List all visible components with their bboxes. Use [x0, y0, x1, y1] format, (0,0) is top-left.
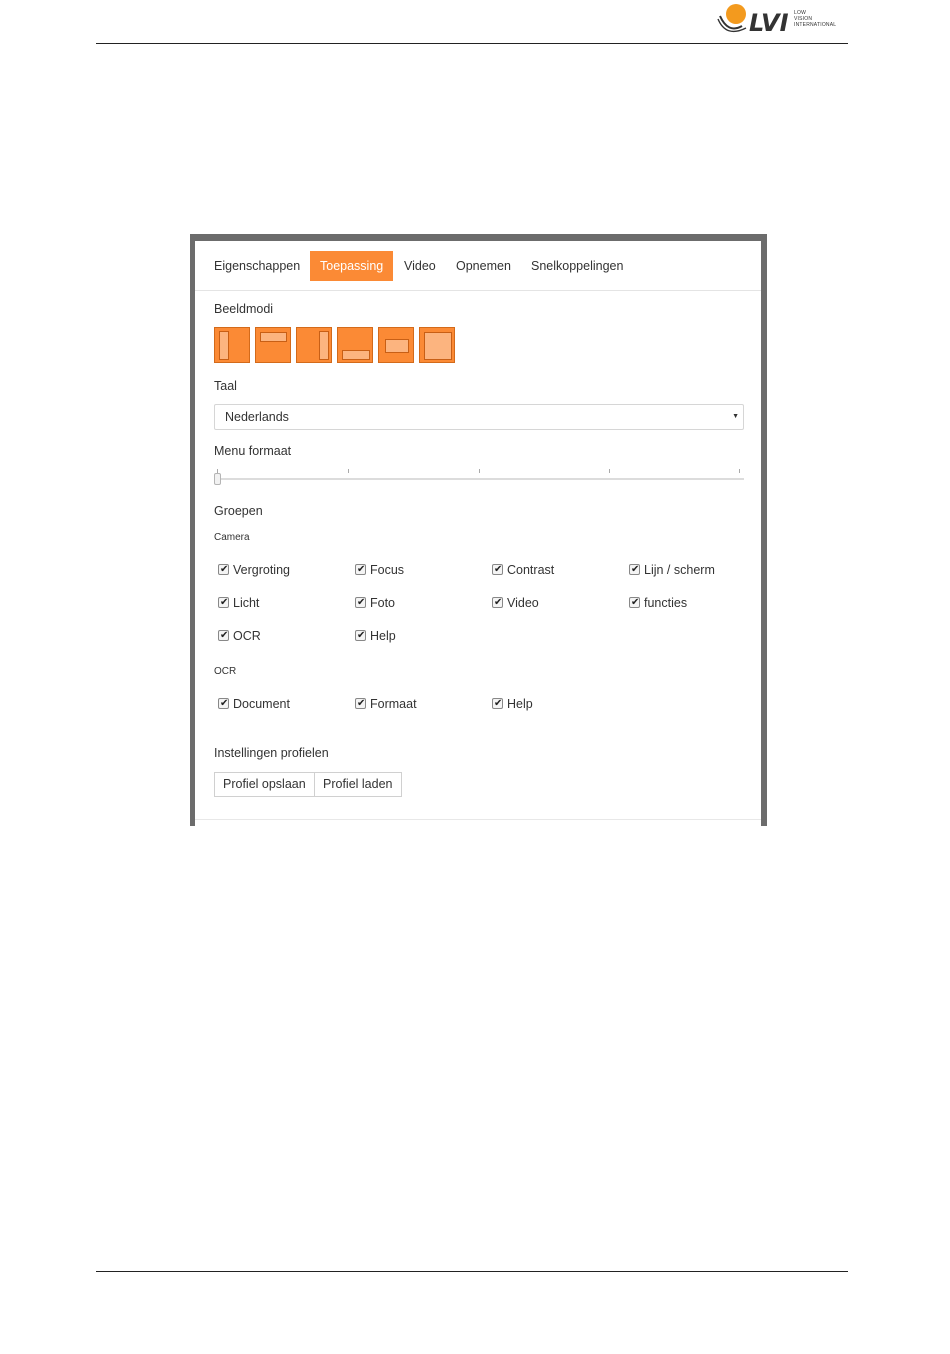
- tab-toepassing[interactable]: Toepassing: [310, 251, 393, 281]
- image-modes-label: Beeldmodi: [214, 302, 274, 316]
- logo-subtitle: LOW VISION INTERNATIONAL: [794, 10, 837, 28]
- checkbox-vergroting[interactable]: ✔ Vergroting: [214, 562, 290, 578]
- svg-text:LVI: LVI: [749, 9, 789, 37]
- settings-screenshot: [190, 234, 767, 826]
- language-select[interactable]: [214, 404, 744, 430]
- tab-video[interactable]: Video: [404, 259, 436, 273]
- groups-label: Groepen: [214, 504, 263, 518]
- checkbox-licht[interactable]: ✔ Licht: [214, 595, 259, 611]
- center-window-icon[interactable]: [378, 327, 414, 363]
- tab-opnemen[interactable]: Opnemen: [456, 259, 511, 273]
- menu-size-label: Menu formaat: [214, 444, 292, 458]
- slider-tick: [609, 469, 610, 473]
- menu-size-slider[interactable]: [214, 478, 744, 480]
- profiles-label: Instellingen profielen: [214, 746, 329, 760]
- chevron-down-icon: ▼: [732, 413, 739, 420]
- checkbox-focus[interactable]: ✔ Focus: [351, 562, 404, 578]
- checkbox-document[interactable]: ✔ Document: [214, 696, 290, 712]
- slider-tick: [348, 469, 349, 473]
- checkbox-ocr[interactable]: ✔ OCR: [214, 628, 261, 644]
- settings-panel: [195, 241, 761, 826]
- checkbox-contrast[interactable]: ✔ Contrast: [488, 562, 554, 578]
- menu-size-slider-handle[interactable]: [214, 473, 221, 485]
- load-profile-button[interactable]: Profiel laden: [314, 772, 402, 797]
- footer-rule: [96, 1271, 848, 1272]
- top-split-icon[interactable]: [255, 327, 291, 363]
- panel-divider: [195, 819, 761, 820]
- slider-tick: [479, 469, 480, 473]
- language-label: Taal: [214, 379, 237, 393]
- checkbox-formaat[interactable]: ✔ Formaat: [351, 696, 417, 712]
- checkbox-functies[interactable]: ✔ functies: [625, 595, 687, 611]
- save-profile-button[interactable]: Profiel opslaan: [214, 772, 315, 797]
- header-rule: [96, 43, 848, 44]
- camera-group-label: Camera: [214, 532, 250, 543]
- checkbox-video[interactable]: ✔ Video: [488, 595, 539, 611]
- checkbox-ocr-help[interactable]: ✔ Help: [488, 696, 533, 712]
- tab-bar: [195, 241, 761, 291]
- checkbox-lijn-scherm[interactable]: ✔ Lijn / scherm: [625, 562, 715, 578]
- left-split-icon[interactable]: [214, 327, 250, 363]
- ocr-group-label: OCR: [214, 666, 237, 677]
- tab-eigenschappen[interactable]: Eigenschappen: [214, 259, 301, 273]
- bottom-split-icon[interactable]: [337, 327, 373, 363]
- slider-tick: [739, 469, 740, 473]
- language-select-value: Nederlands: [225, 410, 289, 424]
- tab-snelkoppelingen[interactable]: Snelkoppelingen: [531, 259, 624, 273]
- checkbox-foto[interactable]: ✔ Foto: [351, 595, 395, 611]
- fullscreen-icon[interactable]: [419, 327, 455, 363]
- right-split-icon[interactable]: [296, 327, 332, 363]
- checkbox-help[interactable]: ✔ Help: [351, 628, 396, 644]
